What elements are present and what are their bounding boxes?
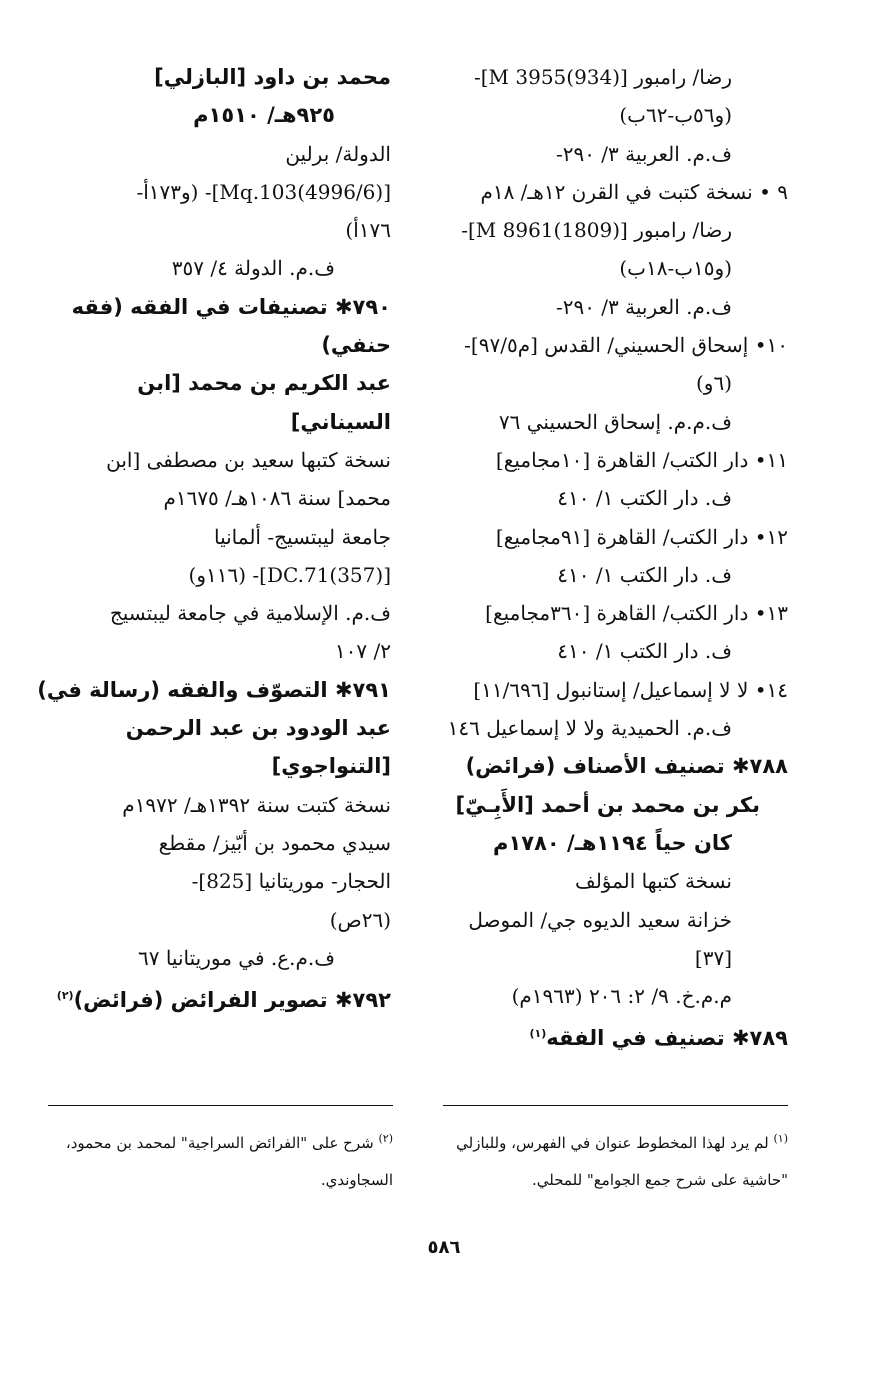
line-text: ١٣• دار الكتب/ القاهرة [٣٦٠مجاميع] (485, 601, 788, 626)
text-line (443, 862, 788, 900)
line-text: ف. دار الكتب ١/ ٤١٠ (557, 562, 732, 587)
text-line (46, 403, 391, 441)
line-text: (و٥٦ب-٦٢ب) (619, 103, 732, 128)
text-line (443, 135, 788, 173)
line-text: عبد الكريم بن محمد [ابن (137, 371, 391, 396)
footnote-text: لم يرد لهذا المخطوط عنوان في الفهرس، وللبازلي "حاشية على شرح جمع الجوامع" للمحلي. (456, 1134, 788, 1189)
text-line (443, 58, 788, 96)
text-line (46, 441, 391, 479)
footnote-rule-right (443, 1105, 788, 1106)
line-text: [التنواجوي] (271, 754, 391, 779)
line-text: ف.م. الحميدية ولا لا إسماعيل ١٤٦ (447, 716, 732, 741)
text-line (46, 747, 391, 785)
line-text: ف. دار الكتب ١/ ٤١٠ (557, 486, 732, 511)
line-text: ٩ • نسخة كتبت في القرن ١٢هـ/ ١٨م (480, 179, 788, 204)
text-line (443, 977, 788, 1015)
text-line (46, 96, 391, 134)
line-text: محمد] سنة ١٠٨٦هـ/ ١٦٧٥م (163, 486, 391, 511)
line-text: (٢٦ص) (329, 907, 391, 932)
line-text: ف.م. العربية ٣/ ٢٩٠- (555, 294, 732, 319)
text-line (443, 594, 788, 632)
line-text: ف.م. الإسلامية في جامعة ليبتسيج (109, 601, 391, 626)
text-line (46, 632, 391, 670)
text-line (46, 594, 391, 632)
text-line (443, 786, 788, 824)
line-text: ٧٩١✱ التصوّف والفقه (رسالة في) (37, 677, 391, 702)
line-text: ٧٩٢✱ تصوير الفرائض (فرائض) (73, 988, 391, 1013)
text-line (443, 249, 788, 287)
text-line (443, 364, 788, 402)
text-line (46, 135, 391, 173)
line-text: بكر بن محمد بن أحمد [الأَبِـيّ] (455, 792, 760, 817)
line-text: ف. دار الكتب ١/ ٤١٠ (557, 639, 732, 664)
line-text: ف.م.ع. في موريتانيا ٦٧ (137, 945, 335, 970)
text-line (46, 518, 391, 556)
text-line (46, 364, 391, 402)
text-line (443, 824, 788, 862)
line-text: الحجار- موريتانيا [825]- (191, 869, 391, 894)
line-text: [DC.71(357)]- (١١٦و) (188, 562, 391, 587)
text-line (443, 441, 788, 479)
text-line (443, 518, 788, 556)
text-line (46, 901, 391, 939)
text-line (443, 1015, 788, 1057)
text-line (443, 939, 788, 977)
text-line (46, 862, 391, 900)
text-line (443, 901, 788, 939)
line-text: كان حياً ١١٩٤هـ/ ١٧٨٠م (493, 830, 732, 855)
footnote-mark: (١) (773, 1132, 788, 1145)
line-text: جامعة ليبتسيج- ألمانيا (213, 524, 391, 549)
line-text: ١٤• لا لا إسماعيل/ إستانبول [١١/٦٩٦] (473, 677, 788, 702)
footnote-mark: (٢) (378, 1132, 393, 1145)
line-text: نسخة كتبت سنة ١٣٩٢هـ/ ١٩٧٢م (122, 792, 391, 817)
text-line (443, 747, 788, 785)
text-line (443, 556, 788, 594)
text-line (46, 939, 391, 977)
text-line (443, 671, 788, 709)
line-text: ١٧٦أ) (345, 218, 391, 243)
text-line (443, 211, 788, 249)
line-text: ف.م. الدولة ٤/ ٣٥٧ (171, 256, 335, 281)
line-text: ٧٨٨✱ تصنيف الأصناف (فرائض) (465, 754, 788, 779)
line-text: ف.م. العربية ٣/ ٢٩٠- (555, 141, 732, 166)
footnote-text: شرح على "الفرائض السراجية" لمحمد بن محمود، السجاوندي. (65, 1134, 393, 1189)
text-line (443, 288, 788, 326)
line-text: ٢/ ١٠٧ (334, 639, 391, 664)
text-line (443, 632, 788, 670)
line-text: ف.م.م. إسحاق الحسيني ٧٦ (498, 409, 732, 434)
line-text: محمد بن داود [البازلي] (154, 65, 391, 89)
line-text: (و١٥ب-١٨ب) (619, 256, 732, 281)
line-text: ٧٨٩✱ تصنيف في الفقه (546, 1026, 788, 1051)
footnote-reference: (١) (529, 1027, 547, 1041)
line-text: نسخة كتبها المؤلف (574, 869, 732, 894)
line-text: الدولة/ برلين (285, 141, 391, 166)
line-text: ١٢• دار الكتب/ القاهرة [٩١مجاميع] (495, 524, 788, 549)
footnote-right (443, 1120, 788, 1199)
text-line (443, 709, 788, 747)
text-line (46, 58, 391, 96)
line-text: ١٠• إسحاق الحسيني/ القدس [م٩٧/٥]- (464, 333, 788, 358)
text-line (46, 326, 391, 364)
line-text: رضا/ رامبور [M 3955(934)]- (473, 65, 732, 89)
text-line (443, 479, 788, 517)
line-text: حنفي) (321, 333, 391, 358)
line-text: السيناني] (290, 409, 391, 434)
text-line (443, 326, 788, 364)
footnote-reference: (٢) (56, 989, 74, 1003)
line-text: سيدي محمود بن أبّيز/ مقطع (158, 830, 391, 855)
text-line (46, 479, 391, 517)
text-line (46, 173, 391, 211)
text-line (443, 173, 788, 211)
line-text: ١١• دار الكتب/ القاهرة [١٠مجاميع] (495, 447, 788, 472)
line-text: خزانة سعيد الديوه جي/ الموصل (468, 907, 732, 932)
text-line (46, 556, 391, 594)
text-line (443, 96, 788, 134)
text-line (37, 671, 391, 709)
page-number: ٥٨٦ (427, 1237, 461, 1258)
line-text: م.م.خ. ٩/ ٢: ٢٠٦ (١٩٦٣م) (511, 984, 732, 1009)
line-text: (٦و) (695, 371, 732, 396)
line-text: ٧٩٠✱ تصنيفات في الفقه (فقه (71, 294, 391, 319)
line-text: [٣٧] (694, 945, 732, 970)
left-column (37, 58, 391, 1019)
footnote-left (48, 1120, 393, 1199)
text-line (46, 786, 391, 824)
text-line (46, 249, 391, 287)
line-text: رضا/ رامبور [M 8961(1809)]- (461, 218, 732, 243)
line-text: نسخة كتبها سعيد بن مصطفى [ابن (106, 447, 391, 472)
text-line (46, 709, 391, 747)
line-text: عبد الودود بن عبد الرحمن (125, 716, 391, 741)
text-line (46, 824, 391, 862)
line-text: [Mq.103(4996/6)]- (و١٧٣أ- (136, 179, 391, 204)
right-column (443, 58, 788, 1058)
text-line (46, 211, 391, 249)
text-line (46, 977, 391, 1019)
footnote-rule-left (48, 1105, 393, 1106)
line-text: ٩٢٥هـ/ ١٥١٠م (193, 103, 335, 128)
text-line (46, 288, 391, 326)
text-line (443, 403, 788, 441)
